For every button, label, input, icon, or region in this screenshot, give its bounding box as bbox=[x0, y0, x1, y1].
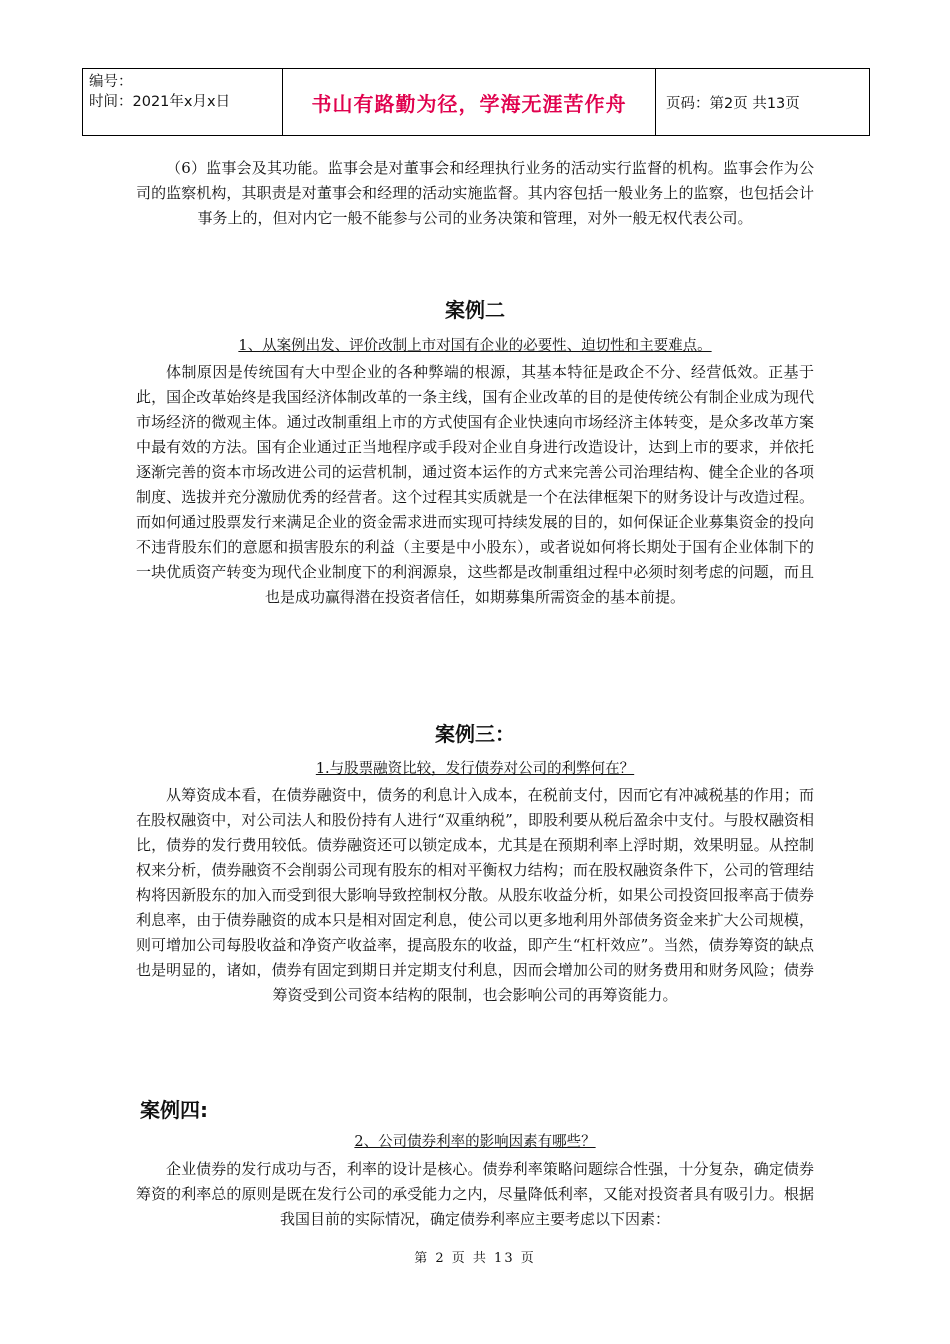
case-4-body bbox=[136, 1131, 814, 1232]
document-date: 时间：2021年x月x日 bbox=[89, 94, 231, 110]
case-2-block bbox=[136, 294, 814, 610]
header-motto-cell bbox=[283, 69, 656, 135]
case-2-question: 1、从案例出发、评价改制上市对国有企业的必要性、迫切性和主要难点。 bbox=[238, 338, 712, 354]
section-6-paragraph: （6）监事会及其功能。监事会是对董事会和经理执行业务的活动实行监督的机构。监事会作为公司的监察机构，其职责是对董事会和经理的活动实施监督。其内容包括一般业务上的监察，也包括会计事务上的，但对内它一般不能参与公司的业务决策和管理，对外一般无权代表公司。 bbox=[136, 159, 814, 227]
case-3-title: 案例三： bbox=[435, 722, 515, 746]
page-footer: 第 2 页 共 13 页 bbox=[414, 1251, 536, 1266]
case-3-question: 1.与股票融资比较，发行债券对公司的利弊何在？ bbox=[315, 761, 635, 777]
case-4-block bbox=[140, 1094, 818, 1123]
page-header bbox=[82, 68, 870, 136]
document-number: 编号： bbox=[89, 74, 133, 90]
case-4-title: 案例四: bbox=[140, 1098, 208, 1122]
case-2-paragraph: 体制原因是传统国有大中型企业的各种弊端的根源，其基本特征是政企不分、经营低效。正基于此，国企改革始终是我国经济体制改革的一条主线，国有企业改革的目的是使传统公有制企业成为现代市场经济的微观主体。通过改制重组上市的方式使国有企业快速向市场经济主体转变，是众多改革方案中最有效的方法。国有企业通过正当地程序或手段对企业自身进行改造设计，达到上市的要求，并依托逐渐完善的资本市场改进公司的运营机制，通过资本运作的方式来完善公司治理结构、健全企业的各项制度、选拔并充分激励优秀的经营者。这个过程其实质就是一个在法律框架下的财务设计与改造过程。而如何通过股票发行来满足企业的资金需求进而实现可持续发展的目的，如何保证企业募集资金的投向不违背股东们的意愿和损害股东的利益（主要是中小股东），或者说如何将长期处于国有企业体制下的一块优质资产转变为现代企业制度下的利润源泉，这些都是改制重组过程中必须时刻考虑的问题，而且也是成功赢得潜在投资者信任，如期募集所需资金的基本前提。 bbox=[136, 363, 814, 606]
case-4-paragraph: 企业债券的发行成功与否，利率的设计是核心。债券利率策略问题综合性强，十分复杂，确定债券筹资的利率总的原则是既在发行公司的承受能力之内，尽量降低利率，又能对投资者具有吸引力。根据我国目前的实际情况，确定债券利率应主要考虑以下因素： bbox=[136, 1160, 814, 1228]
case-3-paragraph: 从筹资成本看，在债券融资中，债务的利息计入成本，在税前支付，因而它有冲减税基的作用；而在股权融资中，对公司法人和股份持有人进行“双重纳税”，即股利要从税后盈余中支付。与股权融资相比，债券的发行费用较低。债券融资还可以锁定成本，尤其是在预期利率上浮时期，效果明显。从控制权来分析，债券融资不会削弱公司现有股东的相对平衡权力结构；而在股权融资条件下，公司的管理结构将因新股东的加入而受到很大影响导致控制权分散。从股东收益分析，如果公司投资回报率高于债券利息率，由于债券融资的成本只是相对固定利息，使公司以更多地利用外部债务资金来扩大公司规模，则可增加公司每股收益和净资产收益率，提高股东的收益，即产生“杠杆效应”。当然，债券筹资的缺点也是明显的，诸如，债券有固定到期日并定期支付利息，因而会增加公司的财务费用和财务风险；债券筹资受到公司资本结构的限制，也会影响公司的再筹资能力。 bbox=[136, 786, 814, 1004]
section-6-block bbox=[136, 156, 814, 231]
header-page-cell bbox=[656, 69, 869, 135]
header-info-cell bbox=[83, 69, 283, 135]
header-motto: 书山有路勤为径，学海无涯苦作舟 bbox=[311, 91, 627, 116]
case-2-title: 案例二 bbox=[445, 298, 505, 322]
header-page-number: 页码：第2页 共13页 bbox=[666, 95, 800, 112]
case-4-question: 2、公司债券利率的影响因素有哪些？ bbox=[354, 1134, 596, 1150]
case-3-block bbox=[136, 718, 814, 1008]
